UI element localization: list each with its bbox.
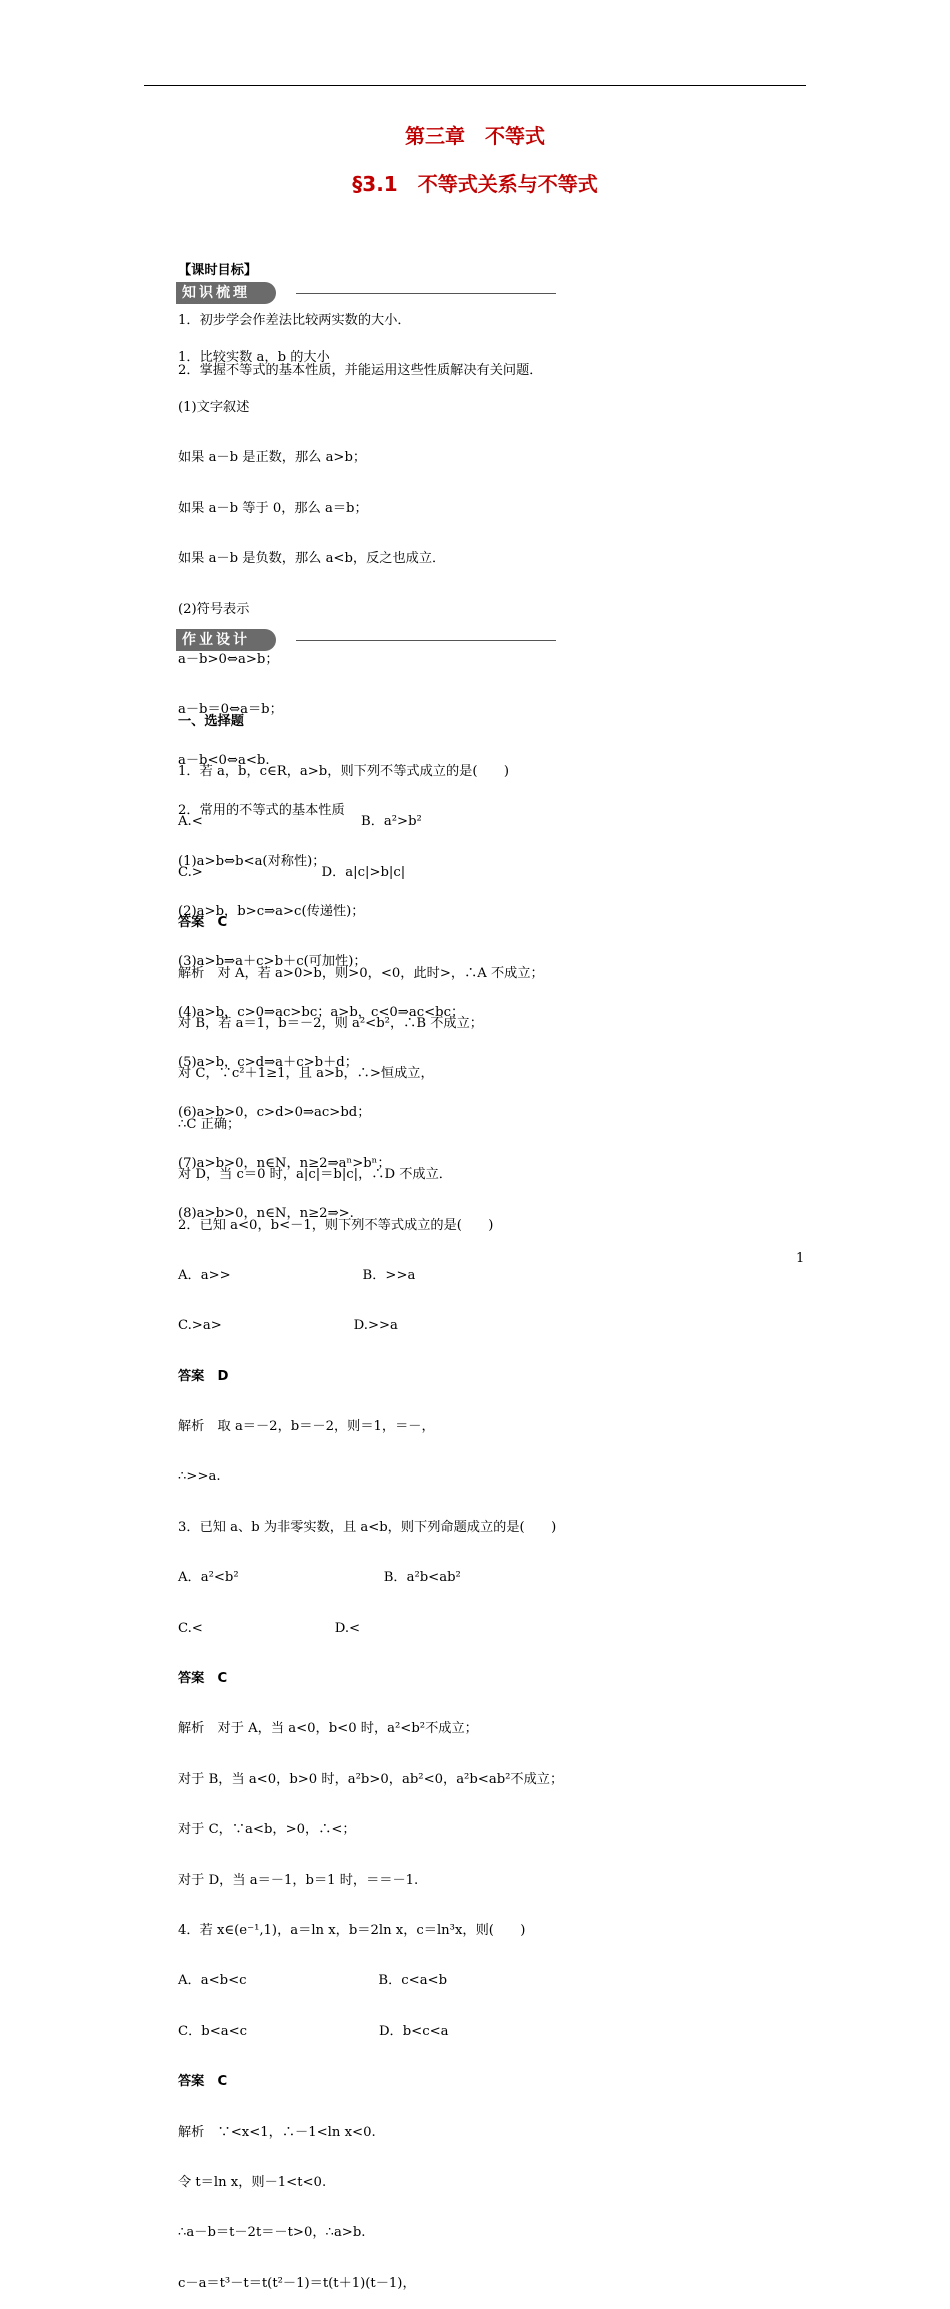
- circle-icon: [280, 288, 289, 297]
- knowledge-line: (3)a>b⇒a＋c>b＋c(可加性)；: [178, 954, 367, 970]
- knowledge-line: 2．常用的不等式的基本性质: [178, 803, 345, 819]
- homework-line: A.< B．a²>b²: [178, 814, 422, 830]
- homework-line: 3．已知 a、b 为非零实数，且 a<b，则下列命题成立的是( ): [178, 1519, 557, 1535]
- homework-line: C.> D．a|c|>b|c|: [178, 864, 406, 880]
- banner-rule: [296, 640, 556, 641]
- homework-banner: [176, 629, 556, 651]
- knowledge-line: (6)a>b>0，c>d>0⇒ac>bd；: [178, 1105, 371, 1121]
- knowledge-line: (2)符号表示: [178, 601, 250, 617]
- analysis-line: 解析 取 a＝－2，b＝－2，则＝1，＝－，: [178, 1419, 435, 1435]
- section-title: §3.1 不等式关系与不等式: [352, 172, 598, 196]
- homework-line: 对 D，当 c＝0 时，a|c|＝b|c|，∴D 不成立．: [178, 1167, 452, 1183]
- knowledge-banner: [176, 282, 556, 304]
- analysis-line: 解析 ∵<x<1，∴－1<ln x<0.: [178, 2124, 376, 2140]
- answer-line: 答案 C: [178, 2074, 228, 2090]
- analysis-line: 解析 对 A，若 a>0>b，则>0，<0，此时>，∴A 不成立；: [178, 965, 544, 981]
- homework-line: c－a＝t³－t＝t(t²－1)＝t(t＋1)(t－1)，: [178, 2275, 416, 2291]
- homework-line: 对 C，∵c²＋1≥1，且 a>b，∴>恒成立，: [178, 1066, 434, 1082]
- homework-line: 令 t＝ln x，则－1<t<0.: [178, 2174, 327, 2190]
- knowledge-line: a－b>0⇔a>b；: [178, 651, 279, 667]
- goal-line: 2．掌握不等式的基本性质，并能运用这些性质解决有关问题．: [178, 363, 543, 379]
- banner-rule: [296, 293, 556, 294]
- knowledge-line: (1)文字叙述: [178, 399, 250, 415]
- page-number: 1: [796, 1251, 805, 1266]
- header-rule: [144, 85, 806, 86]
- homework-line: ∴a－b＝t－2t＝－t>0，∴a>b.: [178, 2225, 366, 2241]
- homework-line: 对于 B，当 a<0，b>0 时，a²b>0，ab²<0，a²b<ab²不成立；: [178, 1771, 564, 1787]
- knowledge-line: (4)a>b，c>0⇒ac>bc；a>b，c<0⇒ac<bc；: [178, 1004, 465, 1020]
- homework-line: 对 B，若 a＝1，b＝－2，则 a²<b²，∴B 不成立；: [178, 1015, 483, 1031]
- knowledge-line: a－b＝0⇔a＝b；: [178, 702, 283, 718]
- homework-line: A．a<b<c B．c<a<b: [178, 1973, 448, 1989]
- goal-line: 1．初步学会作差法比较两实数的大小．: [178, 312, 411, 328]
- homework-line: 4．若 x∈(e⁻¹,1)，a＝ln x，b＝2ln x，c＝ln³x，则( ): [178, 1922, 526, 1938]
- knowledge-line: (5)a>b，c>d⇒a＋c>b＋d；: [178, 1055, 358, 1071]
- homework-line: A．a²<b² B．a²b<ab²: [178, 1570, 461, 1586]
- homework-line: C.>a> D.>>a: [178, 1318, 398, 1334]
- homework-banner-label: 作业设计: [176, 629, 276, 651]
- knowledge-line: 如果 a－b 是负数，那么 a<b，反之也成立．: [178, 551, 446, 567]
- homework-heading: 一、选择题: [178, 713, 244, 729]
- homework-line: C．b<a<c D．b<c<a: [178, 2023, 449, 2039]
- homework-line: A．a>> B．>>a: [178, 1267, 416, 1283]
- knowledge-line: 如果 a－b 是正数，那么 a>b；: [178, 450, 367, 466]
- answer-line: 答案 C: [178, 1671, 228, 1687]
- homework-line: 2．已知 a<0，b<－1，则下列不等式成立的是( ): [178, 1217, 494, 1233]
- homework-line: 1．若 a，b，c∈R，a>b，则下列不等式成立的是( ): [178, 763, 509, 779]
- analysis-line: 解析 对于 A，当 a<0，b<0 时，a²<b²不成立；: [178, 1721, 478, 1737]
- chapter-title: 第三章 不等式: [405, 124, 545, 148]
- homework-line: ∴>>a.: [178, 1469, 221, 1485]
- knowledge-banner-label: 知识梳理: [176, 282, 276, 304]
- homework-line: C.< D.<: [178, 1620, 361, 1636]
- knowledge-line: (7)a>b>0，n∈N，n≥2⇒aⁿ>bⁿ；: [178, 1155, 391, 1171]
- homework-line: 对于 C，∵a<b，>0，∴<；: [178, 1822, 356, 1838]
- knowledge-line: 如果 a－b 等于 0，那么 a＝b；: [178, 500, 368, 516]
- knowledge-line: (8)a>b>0，n∈N，n≥2⇒>.: [178, 1206, 354, 1222]
- homework-line: 对于 D，当 a＝－1，b＝1 时，＝＝－1.: [178, 1872, 419, 1888]
- homework-section: [178, 680, 563, 2309]
- circle-icon: [280, 635, 289, 644]
- homework-line: ∴C 正确；: [178, 1116, 241, 1132]
- knowledge-line: 1．比较实数 a，b 的大小: [178, 349, 330, 365]
- knowledge-line: (2)a>b，b>c⇒a>c(传递性)；: [178, 903, 365, 919]
- goals-heading: 【课时目标】: [178, 262, 258, 278]
- knowledge-line: a－b<0⇔a<b.: [178, 752, 270, 768]
- knowledge-line: (1)a>b⇔b<a(对称性)；: [178, 853, 326, 869]
- answer-line: 答案 C: [178, 915, 228, 931]
- answer-line: 答案 D: [178, 1368, 229, 1384]
